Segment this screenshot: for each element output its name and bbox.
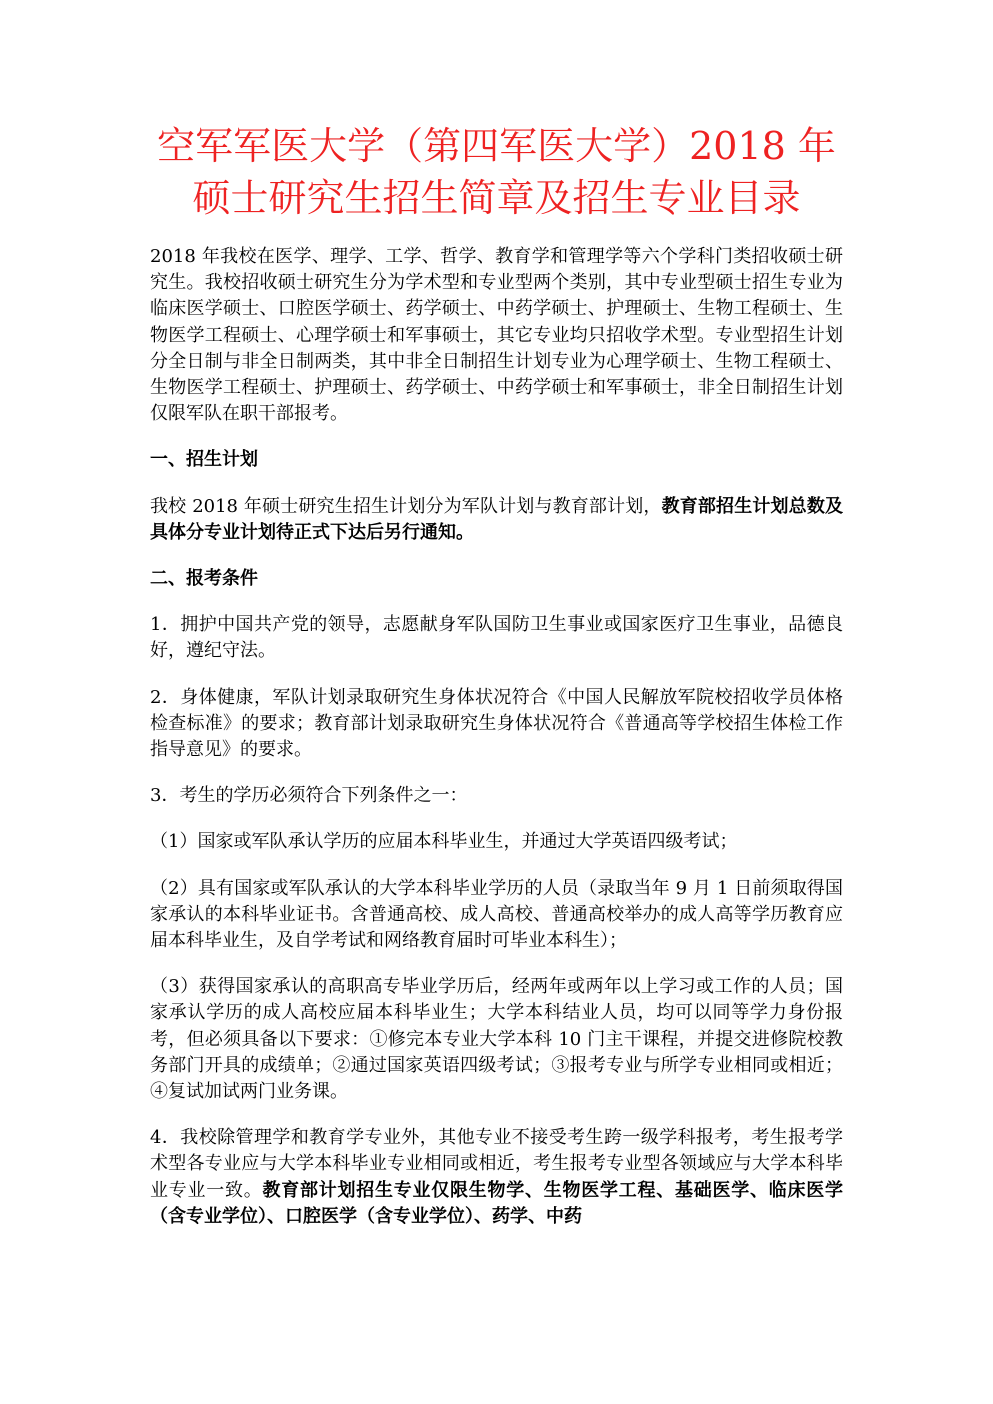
education-condition-1: （1）国家或军队承认学历的应届本科毕业生，并通过大学英语四级考试； bbox=[150, 831, 738, 853]
eligibility-item-4 bbox=[150, 1125, 843, 1230]
eligibility-item-3: 3．考生的学历必须符合下列条件之一： bbox=[150, 785, 468, 807]
education-condition-3: （3）获得国家承认的高职高专毕业学历后，经两年或两年以上学习或工作的人员；国家承认学历的成人高校应届本科毕业生；大学本科结业人员，均可以同等学力身份报考，但必须具备以下要求：①修完本专业大学本科 10 门主干课程，并提交进修院校教务部门开具的成绩单；②通过国家英语四级考试；③报考专业与所学专业相同或相近；④复试加试两门业务课。 bbox=[150, 976, 843, 1103]
eligibility-item-2: 2．身体健康，军队计划录取研究生身体状况符合《中国人民解放军院校招收学员体格检查标准》的要求；教育部计划录取研究生身体状况符合《普通高等学校招生体检工作指导意见》的要求。 bbox=[150, 686, 843, 761]
eligibility-item-1: 1．拥护中国共产党的领导，志愿献身军队国防卫生事业或国家医疗卫生事业，品德良好，遵纪守法。 bbox=[150, 614, 843, 662]
enrollment-plan-paragraph bbox=[150, 494, 843, 546]
education-condition-2: （2）具有国家或军队承认的大学本科毕业学历的人员（录取当年 9 月 1 日前须取得国家承认的本科毕业证书。含普通高校、成人高校、普通高校举办的成人高等学历教育应届本科毕业生，及自学考试和网络教育届时可毕业本科生）； bbox=[150, 877, 843, 952]
intro-paragraph: 2018 年我校在医学、理学、工学、哲学、教育学和管理学等六个学科门类招收硕士研究生。我校招收硕士研究生分为学术型和专业型两个类别，其中专业型硕士招生专业为临床医学硕士、口腔医学硕士、药学硕士、中药学硕士、护理硕士、生物工程硕士、生物医学工程硕士、心理学硕士和军事硕士，其它专业均只招收学术型。专业型招生计划分全日制与非全日制两类，其中非全日制招生计划专业为心理学硕士、生物工程硕士、生物医学工程硕士、护理硕士、药学硕士、中药学硕士和军事硕士，非全日制招生计划仅限军队在职干部报考。 bbox=[150, 246, 843, 425]
enrollment-plan-bold-text: 教育部招生计划总数及具体分专业计划待正式下达后另行通知。 bbox=[150, 495, 843, 543]
eligibility-item-4-bold-text: 教育部计划招生专业仅限生物学、生物医学工程、基础医学、临床医学（含专业学位）、口腔医学（含专业学位）、药学、中药 bbox=[150, 1179, 843, 1227]
enrollment-plan-text: 我校 2018 年硕士研究生招生计划分为军队计划与教育部计划， bbox=[150, 495, 662, 517]
section-heading-enrollment-plan: 一、招生计划 bbox=[150, 449, 258, 471]
document-title: 空军军医大学（第四军医大学）2018 年硕士研究生招生简章及招生专业目录 bbox=[157, 124, 836, 220]
eligibility-item-4-text: 4．我校除管理学和教育学专业外，其他专业不接受考生跨一级学科报考，考生报考学术型各专业应与大学本科毕业专业相同或相近，考生报考专业型各领域应与大学本科毕业专业一致。 bbox=[150, 1127, 843, 1201]
section-heading-eligibility: 二、报考条件 bbox=[150, 568, 258, 590]
document-body bbox=[150, 244, 843, 1250]
